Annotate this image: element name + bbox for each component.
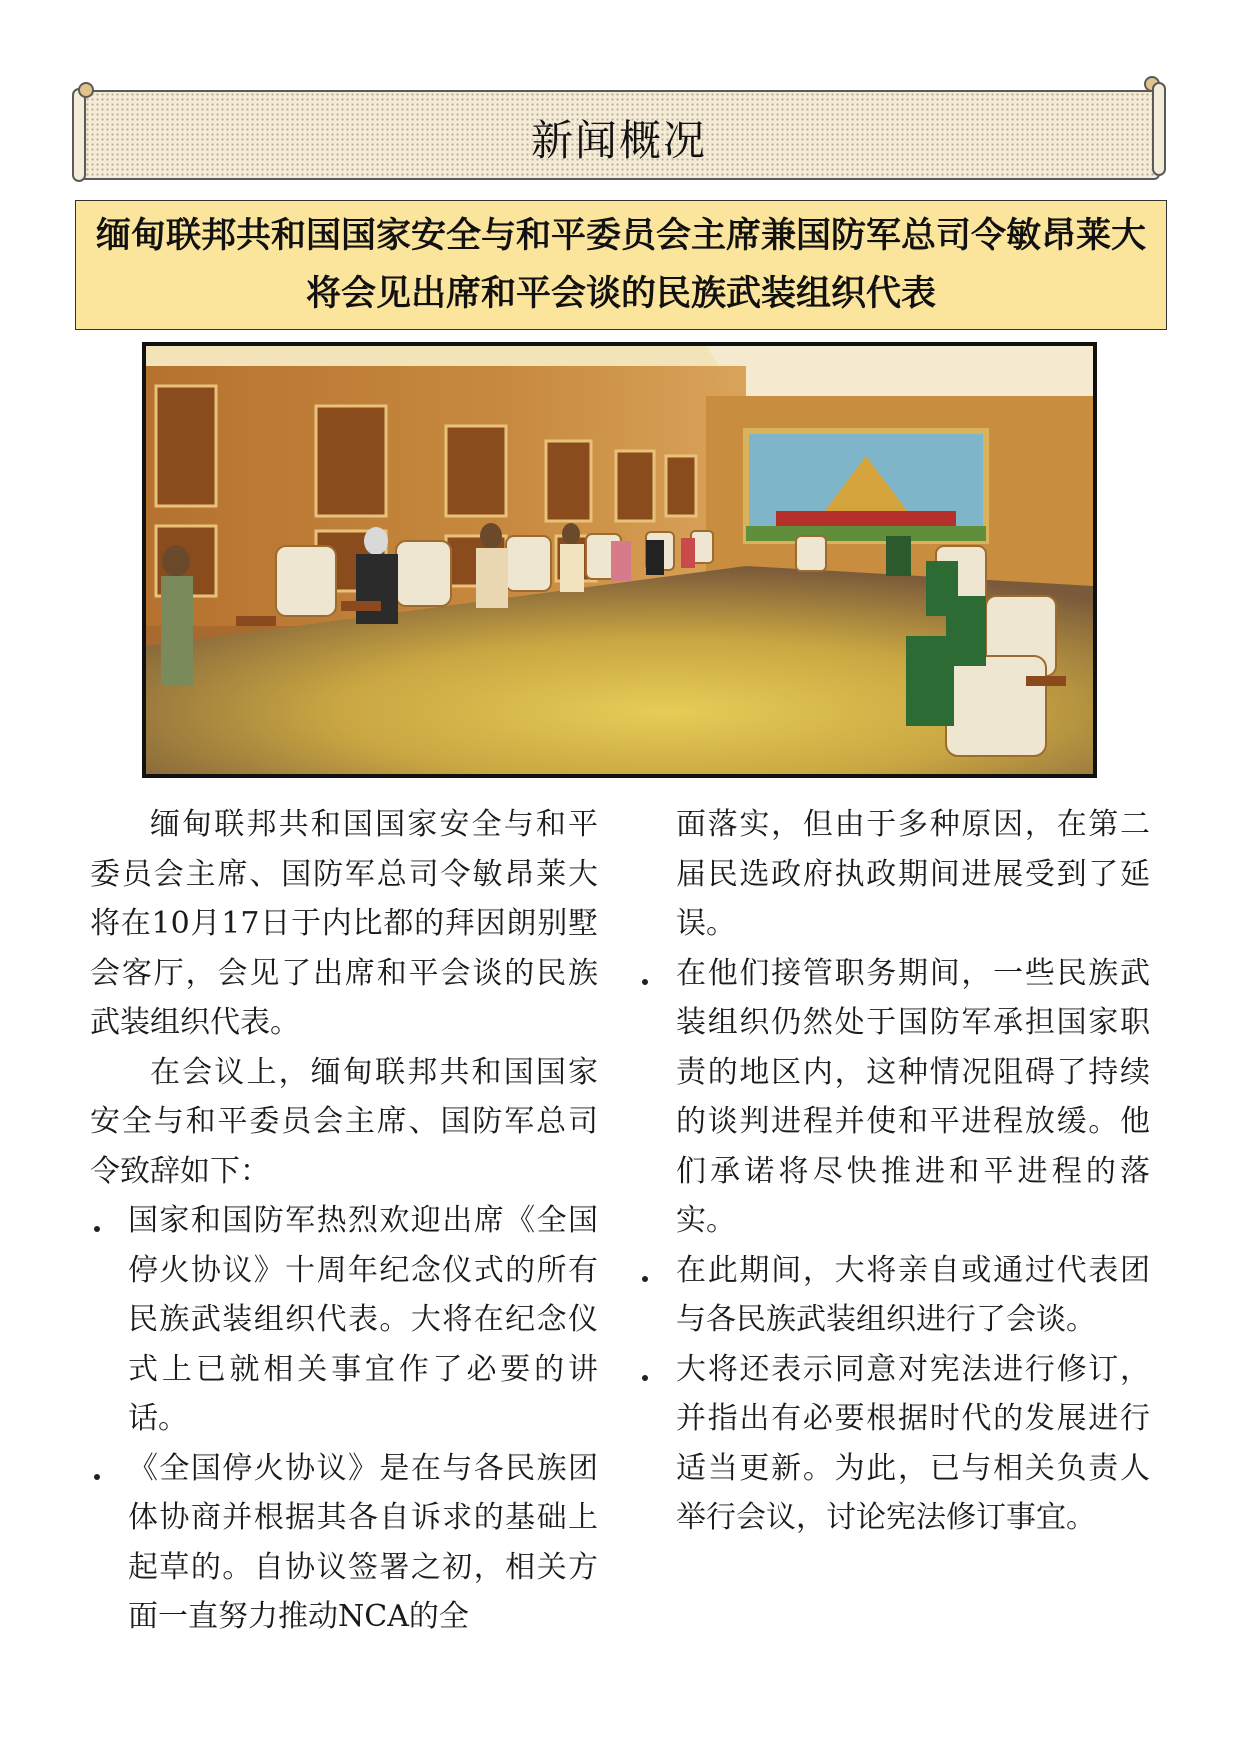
section-title: 新闻概况 — [530, 116, 707, 165]
list-item: 大将还表示同意对宪法进行修订，并指出有必要根据时代的发展进行适当更新。为此，已与相关负责人举行会议，讨论宪法修订事宜。 — [638, 1345, 1150, 1543]
article-headline — [75, 200, 1167, 330]
article-column-right — [638, 800, 1150, 1543]
meeting-hall-photo — [142, 342, 1097, 778]
article-column-left — [90, 800, 598, 1642]
scroll-curl-left-icon — [78, 82, 94, 98]
bullet-list — [90, 1196, 598, 1642]
bullet-list — [638, 800, 1150, 1543]
photo-illustration — [146, 346, 1093, 774]
list-item: 在他们接管职务期间，一些民族武装组织仍然处于国防军承担国家职责的地区内，这种情况阻碍了持续的谈判进程并使和平进程放缓。他们承诺将尽快推进和平进程的落实。 — [638, 949, 1150, 1246]
scroll-curl-right-icon — [1144, 76, 1160, 92]
list-item: 国家和国防军热烈欢迎出席《全国停火协议》十周年纪念仪式的所有民族武装组织代表。大将在纪念仪式上已就相关事宜作了必要的讲话。 — [90, 1196, 598, 1444]
article-paragraph: 缅甸联邦共和国国家安全与和平委员会主席、国防军总司令敏昂莱大将在10月17日于内比都的拜因朗别墅会客厅，会见了出席和平会谈的民族武装组织代表。 — [90, 807, 598, 1040]
list-item-continued: 面落实，但由于多种原因，在第二届民选政府执政期间进展受到了延误。 — [676, 807, 1150, 941]
list-item: 《全国停火协议》是在与各民族团体协商并根据其各自诉求的基础上起草的。自协议签署之初，相关方面一直努力推动NCA的全 — [90, 1444, 598, 1642]
list-item: 在此期间，大将亲自或通过代表团与各民族武装组织进行了会谈。 — [638, 1246, 1150, 1345]
section-banner — [78, 90, 1160, 180]
headline-text: 缅甸联邦共和国国家安全与和平委员会主席兼国防军总司令敏昂莱大将会见出席和平会谈的民族武装组织代表 — [95, 216, 1146, 314]
article-paragraph: 在会议上，缅甸联邦共和国国家安全与和平委员会主席、国防军总司令致辞如下： — [90, 1054, 598, 1189]
